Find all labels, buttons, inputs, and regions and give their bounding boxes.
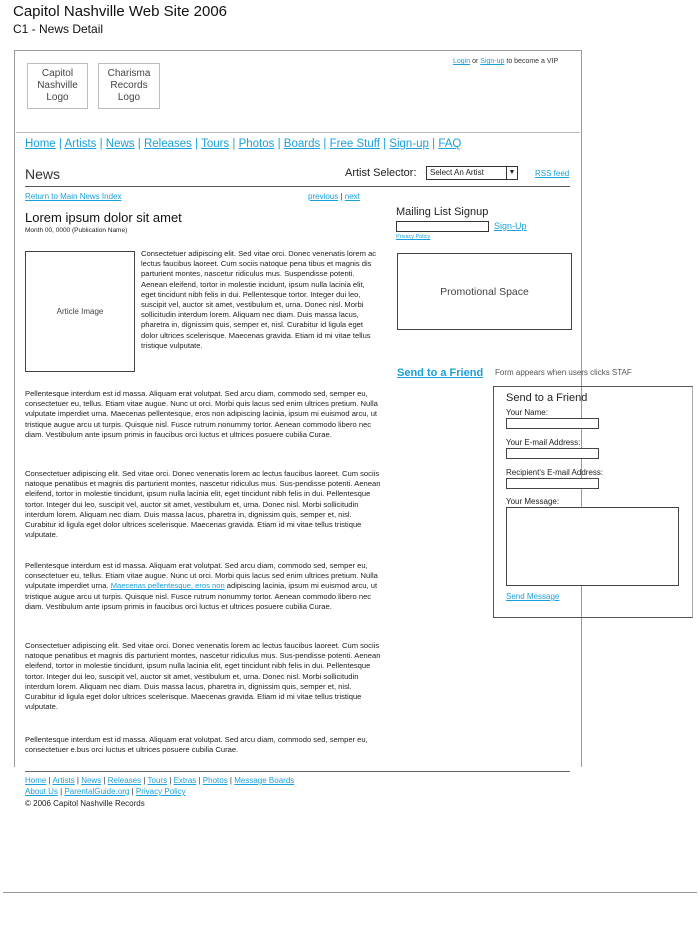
footer-tours-link[interactable]: Tours	[147, 776, 168, 785]
article-image	[25, 251, 135, 372]
login-link[interactable]: Login	[453, 58, 471, 65]
nav-home[interactable]: Home	[25, 138, 56, 150]
nav-free-stuff[interactable]: Free Stuff	[329, 138, 380, 150]
footer-about-us-link[interactable]: About Us	[25, 787, 58, 796]
nav-releases[interactable]: Releases	[143, 138, 192, 150]
nav-photos[interactable]: Photos	[238, 138, 275, 150]
nav-faq[interactable]: FAQ	[438, 138, 462, 150]
annotation-note: Form appears when users clicks STAF	[495, 368, 632, 377]
nav-artists[interactable]: Artists	[64, 138, 97, 150]
send-message-link[interactable]: Send Message	[506, 592, 560, 601]
copyright-text: © 2006 Capitol Nashville Records	[25, 799, 145, 808]
previous-link[interactable]: previous	[308, 192, 339, 201]
article-paragraph: Pellentesque interdum est id massa. Aliquam erat volutpat. Sed arcu diam, commodo sed, semper eu, consectetuer eu, tellus. Etiam vitae augue. Nunc ut orci. Morbi quis lacus sed enim ultrices pretium. Nulla vulputate imperdiet urna. Maecenas pellentesque, eros non adipiscing lacinia, ipsum mi euismod arcu, ut tristique augue arcu ut turpis. Quisque nisl. Fusce rutrum nonummy tortor. Aenean commodo libero nec diam. Vestibulum ante ipsum primis in faucibus orci luctus et ultrices posuere cubilia Curae.	[25, 389, 378, 439]
document-subtitle: C1 - News Detail	[13, 22, 104, 36]
main-nav: Home | Artists | News | Releases | Tours | Photos | Boards | Free Stuff | Sign-up | FAQ	[25, 138, 462, 150]
next-link[interactable]: next	[344, 192, 360, 201]
section-title: News	[25, 166, 61, 182]
send-to-friend-title: Send to a Friend	[506, 392, 588, 404]
footer-home-link[interactable]: Home	[25, 776, 47, 785]
footer-news-link[interactable]: News	[81, 776, 102, 785]
article-paragraph: Consectetuer adipiscing elit. Sed vitae orci. Donec venenatis lorem ac lectus faucibus laoreet. Cum sociis natoque penatibus et magnis dis parturient montes, nascetur ridiculus mus. Sus-pendisse potenti. Aenean eleifend, tortor in molestie tincidunt, ipsum nulla lacinia elit, eget tincidunt nibh felis in dui. Pellentesque tortor. Integer dui leo, suscipit vel, auctor sit amet, vestibulum et, urna. Donec nisl. Morbi sollicitudin interdum lorem. Aliquam nec diam. Duis massa lacus, pharetra in, dignissim quis, semper et, nisl. Curabitur id ligula eget dolor ultrices scelerisque. Maecenas gravida. Etiam id mi vitae tellus tristique vulputate.	[25, 469, 381, 540]
recipient-email-label: Recipient's E-mail Address:	[506, 468, 604, 477]
charisma-records-logo-label: Charisma Records Logo	[107, 68, 151, 103]
your-message-textarea[interactable]	[506, 507, 679, 586]
your-email-label: Your E-mail Address:	[506, 438, 581, 447]
rss-feed-link[interactable]: RSS feed	[535, 169, 570, 178]
back-to-news-index-link[interactable]: Return to Main News Index	[25, 192, 122, 201]
article-pager: previous | next	[308, 192, 360, 201]
footer-privacy-policy-link[interactable]: Privacy Policy	[135, 787, 186, 796]
mailing-list-email-input[interactable]	[396, 221, 489, 232]
charisma-records-logo[interactable]	[98, 63, 160, 109]
nav-divider	[16, 132, 580, 133]
nav-tours[interactable]: Tours	[201, 138, 230, 150]
privacy-policy-link[interactable]: Privacy Policy	[396, 234, 431, 240]
artist-select[interactable]	[426, 166, 518, 180]
article-headline: Lorem ipsum dolor sit amet	[25, 210, 182, 225]
page-bottom-divider	[3, 892, 697, 893]
or-text: or	[472, 58, 479, 65]
article-paragraph	[25, 561, 381, 612]
promotional-space	[397, 253, 572, 330]
footer-message-boards-link[interactable]: Message Boards	[234, 776, 295, 785]
artist-selector-label: Artist Selector:	[345, 167, 417, 179]
chevron-down-icon[interactable]: ▼	[506, 167, 517, 179]
recipient-email-input[interactable]	[506, 478, 599, 489]
article-paragraph-text: Pellentesque interdum est id massa. Aliquam erat volutpat. Sed arcu diam, commodo sed, semper eu, consectetuer eu, tellus. Etiam vitae augue. Nunc ut orci. Morbi quis lacus sed enim ultrices pretium. Nulla vulputate imperdiet urna.	[25, 561, 378, 591]
capitol-nashville-logo[interactable]	[27, 63, 88, 109]
article-paragraph-text: adipiscing lacinia, ipsum mi euismod arcu, ut tristique augue arcu ut turpis. Quisque nisl. Fusce rutrum nonummy tortor. Aenean commodo libero nec diam. Vestibulum ante ipsum primis in faucibus orci luctus et ultrices posuere cubilia Curae.	[25, 581, 378, 611]
footer-parental-guide-link[interactable]: ParentalGuide.org	[64, 787, 130, 796]
nav-sign-up[interactable]: Sign-up	[389, 138, 429, 150]
capitol-nashville-logo-label: Capitol Nashville Logo	[37, 68, 78, 103]
mailing-list-signup-link[interactable]: Sign-Up	[494, 221, 527, 231]
footer-nav-secondary: About Us | ParentalGuide.org | Privacy Policy	[25, 787, 186, 796]
article-paragraph: Consectetuer adipiscing elit. Sed vitae orci. Donec venenatis lorem ac lectus faucibus laoreet. Cum sociis natoque penatibus et magnis dis parturient montes, nascetur ridiculus mus. Sus-pendisse potenti. Aenean eleifend, tortor in molestie tincidunt, ipsum nulla lacinia elit, eget tincidunt nibh felis in dui. Pellentesque tortor. Integer dui leo, suscipit vel, auctor sit amet, vestibulum et, urna. Donec nisl. Morbi sollicitudin interdum lorem. Aliquam nec diam. Duis massa lacus, pharetra in, dignissim quis, semper et, nisl. Curabitur id ligula eget dolor ultrices scelerisque. Maecenas gravida. Etiam id mi vitae tellus tristique vulputate.	[25, 641, 381, 712]
signup-link[interactable]: Sign-up	[480, 58, 505, 65]
vip-text: to become a VIP	[506, 58, 559, 65]
article-image-label: Article Image	[56, 307, 104, 316]
nav-news[interactable]: News	[105, 138, 135, 150]
inline-article-link[interactable]: Maecenas pellentesque, eros non	[110, 581, 225, 591]
article-paragraph: Consectetuer adipiscing elit. Sed vitae orci. Donec venenatis lorem ac lectus faucibus laoreet. Cum sociis natoque pena tibus et magnis dis parturient montes, nascetur ridiculus mus. Suspendisse potenti. Aenean eleifend, tortor in molestie incidunt, ipsum nulla lacinia elit, eget tincidunt nibh felis in dui. Pellentesque tortor. Integer dui leo, suscipit vel, auctor sit amet, vestibulum et, urna. Donec nisl. Morbi sollicitudin interdum lorem. Aliquam nec diam. Duis massa lacus, pharetra in, dignissim quis, semper et, nisl. Curabitur id ligula eget dolor ultrices scelerisque. Maecenas gravida. Etiam id mi vitae tellus tristique vulputate.	[141, 249, 377, 350]
nav-boards[interactable]: Boards	[283, 138, 321, 150]
artist-select-value: Select An Artist	[430, 168, 484, 177]
your-message-label: Your Message:	[506, 497, 560, 506]
footer-artists-link[interactable]: Artists	[52, 776, 75, 785]
document-title: Capitol Nashville Web Site 2006	[13, 3, 228, 20]
promotional-space-label: Promotional Space	[440, 285, 529, 298]
your-name-label: Your Name:	[506, 408, 548, 417]
mailing-list-title: Mailing List Signup	[396, 206, 489, 218]
footer-photos-link[interactable]: Photos	[202, 776, 228, 785]
article-paragraph: Pellentesque interdum est id massa. Aliquam erat volutpat. Sed arcu diam, commodo sed, semper eu, consectetuer e.bus orci luctus et ultrices posuere cubilia Curae.	[25, 735, 368, 755]
footer-releases-link[interactable]: Releases	[107, 776, 142, 785]
footer-divider	[25, 771, 570, 772]
publication-date: Month 00, 0000 (Publication Name)	[25, 227, 128, 234]
your-email-input[interactable]	[506, 448, 599, 459]
login-line	[453, 58, 558, 65]
your-name-input[interactable]	[506, 418, 599, 429]
send-to-friend-link[interactable]: Send to a Friend	[397, 367, 484, 379]
footer-extras-link[interactable]: Extras	[173, 776, 197, 785]
section-divider	[25, 186, 570, 187]
footer-nav-primary: Home | Artists | News | Releases | Tours | Extras | Photos | Message Boards	[25, 776, 295, 785]
